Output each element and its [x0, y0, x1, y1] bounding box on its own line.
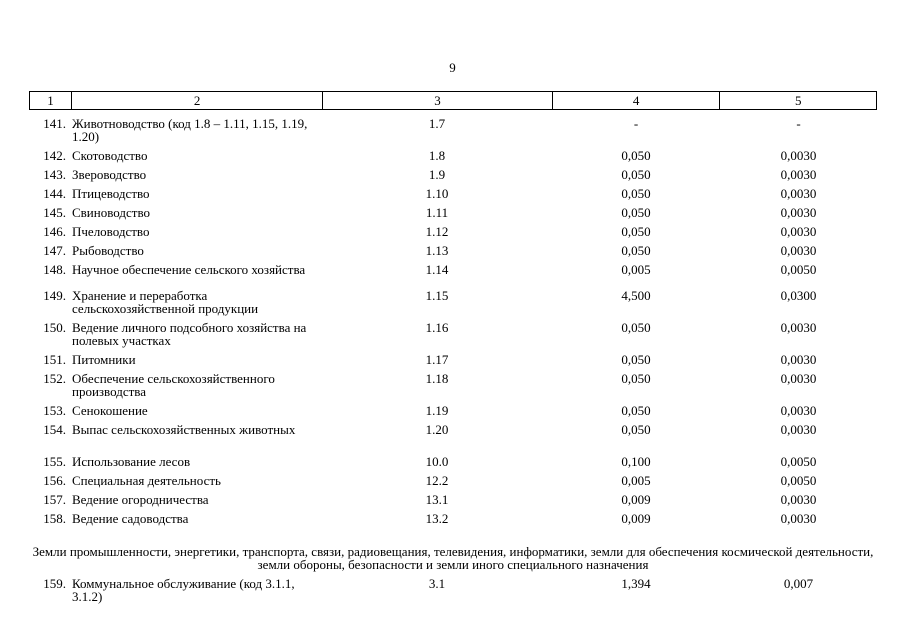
table-row — [29, 168, 877, 187]
row-value-5: 0,0030 — [780, 148, 817, 163]
row-number: 152. — [43, 371, 66, 386]
table-row — [29, 353, 877, 372]
header-col-3: 3 — [322, 92, 551, 109]
row-value-5: - — [796, 116, 801, 131]
row-value-5: 0,0050 — [780, 262, 817, 277]
row-number: 149. — [43, 288, 66, 303]
row-number: 145. — [43, 205, 66, 220]
row-code: 10.0 — [425, 454, 449, 469]
row-name: Питомники — [72, 352, 136, 367]
row-value-5: 0,007 — [783, 576, 814, 591]
table-row — [29, 455, 877, 474]
row-number: 150. — [43, 320, 66, 335]
row-name: Научное обеспечение сельского хозяйства — [72, 262, 306, 277]
row-code: 13.1 — [425, 492, 449, 507]
row-value-4: 0,009 — [621, 511, 651, 526]
table-row — [29, 372, 877, 404]
table-row — [29, 423, 877, 455]
row-value-4: 0,005 — [621, 262, 651, 277]
row-name: Животноводство (код 1.8 – 1.11, 1.15, 1.19, 1.20) — [72, 116, 308, 144]
row-name: Птицеводство — [72, 186, 150, 201]
row-value-4: 0,005 — [621, 473, 651, 488]
row-code: 1.8 — [428, 148, 446, 163]
table-row — [29, 289, 877, 321]
row-code: 1.19 — [425, 403, 449, 418]
row-name: Выпас сельскохозяйственных животных — [72, 422, 296, 437]
table-row — [29, 149, 877, 168]
row-code: 1.15 — [425, 288, 449, 303]
row-name: Свиноводство — [72, 205, 151, 220]
row-number: 141. — [43, 116, 66, 131]
table-header — [29, 91, 877, 110]
row-code: 1.16 — [425, 320, 449, 335]
row-number: 143. — [43, 167, 66, 182]
table-row — [29, 225, 877, 244]
row-value-4: 0,050 — [621, 243, 651, 258]
row-value-5: 0,0030 — [780, 224, 817, 239]
header-col-5: 5 — [719, 92, 876, 109]
row-value-5: 0,0030 — [780, 492, 817, 507]
row-value-5: 0,0050 — [780, 473, 817, 488]
row-code: 1.12 — [425, 224, 449, 239]
row-name: Хранение и переработка сельскохозяйственной продукции — [72, 288, 259, 316]
table-row — [29, 493, 877, 512]
row-number: 155. — [43, 454, 66, 469]
row-value-5: 0,0030 — [780, 422, 817, 437]
row-value-5: 0,0030 — [780, 511, 817, 526]
row-value-4: 0,050 — [621, 403, 651, 418]
row-code: 1.17 — [425, 352, 449, 367]
row-code: 1.18 — [425, 371, 449, 386]
table-row — [29, 474, 877, 493]
table-row — [29, 263, 877, 289]
row-value-5: 0,0030 — [780, 186, 817, 201]
table-row — [29, 206, 877, 225]
row-name: Звероводство — [72, 167, 147, 182]
row-number: 153. — [43, 403, 66, 418]
table-body — [29, 117, 877, 531]
row-value-4: 0,050 — [621, 205, 651, 220]
row-number: 148. — [43, 262, 66, 277]
row-value-5: 0,0030 — [780, 371, 817, 386]
section-heading: Земли промышленности, энергетики, транспорта, связи, радиовещания, телевидения, информатики, земли для обеспечения космической деятельности, земли обороны, безопасности и земли иного специального назначения — [32, 544, 874, 572]
row-value-5: 0,0300 — [780, 288, 817, 303]
page-number: 9 — [449, 60, 456, 75]
row-value-4: 1,394 — [621, 576, 651, 591]
row-value-5: 0,0030 — [780, 352, 817, 367]
row-value-4: 0,050 — [621, 167, 651, 182]
table-row — [29, 244, 877, 263]
row-value-5: 0,0030 — [780, 320, 817, 335]
table-row — [29, 117, 877, 149]
row-value-5: 0,0030 — [780, 167, 817, 182]
row-value-5: 0,0030 — [780, 403, 817, 418]
row-value-4: 0,100 — [621, 454, 651, 469]
table-row — [29, 321, 877, 353]
row-value-4: 0,050 — [621, 352, 651, 367]
row-value-5: 0,0030 — [780, 243, 817, 258]
row-number: 154. — [43, 422, 66, 437]
table-body-continued — [29, 577, 877, 609]
row-name: Использование лесов — [72, 454, 191, 469]
row-code: 12.2 — [425, 473, 449, 488]
row-code: 1.7 — [428, 116, 446, 131]
row-number: 156. — [43, 473, 66, 488]
row-name: Сенокошение — [72, 403, 148, 418]
row-value-4: 4,500 — [621, 288, 651, 303]
row-number: 158. — [43, 511, 66, 526]
row-code: 1.10 — [425, 186, 449, 201]
row-name: Обеспечение сельскохозяйственного производства — [72, 371, 275, 399]
row-code: 1.9 — [428, 167, 446, 182]
row-number: 144. — [43, 186, 66, 201]
row-code: 13.2 — [425, 511, 449, 526]
row-name: Специальная деятельность — [72, 473, 221, 488]
row-value-4: 0,050 — [621, 371, 651, 386]
row-value-4: 0,050 — [621, 224, 651, 239]
row-number: 159. — [43, 576, 66, 591]
row-name: Ведение садоводства — [72, 511, 189, 526]
row-value-5: 0,0030 — [780, 205, 817, 220]
row-value-5: 0,0050 — [780, 454, 817, 469]
row-name: Ведение личного подсобного хозяйства на полевых участках — [72, 320, 307, 348]
row-number: 157. — [43, 492, 66, 507]
header-col-2: 2 — [71, 92, 322, 109]
row-value-4: 0,050 — [621, 186, 651, 201]
row-number: 142. — [43, 148, 66, 163]
row-name: Коммунальное обслуживание (код 3.1.1, 3.1.2) — [72, 576, 295, 604]
row-code: 1.14 — [425, 262, 449, 277]
header-col-1: 1 — [47, 93, 54, 108]
row-code: 3.1 — [428, 576, 446, 591]
row-value-4: 0,050 — [621, 148, 651, 163]
row-number: 146. — [43, 224, 66, 239]
row-value-4: 0,050 — [621, 320, 651, 335]
row-code: 1.11 — [425, 205, 449, 220]
row-value-4: 0,009 — [621, 492, 651, 507]
table-row — [29, 187, 877, 206]
row-value-4: 0,050 — [621, 422, 651, 437]
row-name: Рыбоводство — [72, 243, 144, 258]
row-number: 147. — [43, 243, 66, 258]
table-row — [29, 577, 877, 609]
table-row — [29, 512, 877, 531]
table-row — [29, 404, 877, 423]
row-code: 1.13 — [425, 243, 449, 258]
row-name: Пчеловодство — [72, 224, 150, 239]
row-value-4: - — [633, 116, 639, 131]
row-name: Скотоводство — [72, 148, 148, 163]
row-code: 1.20 — [425, 422, 449, 437]
row-name: Ведение огородничества — [72, 492, 209, 507]
header-col-4: 4 — [552, 92, 720, 109]
row-number: 151. — [43, 352, 66, 367]
